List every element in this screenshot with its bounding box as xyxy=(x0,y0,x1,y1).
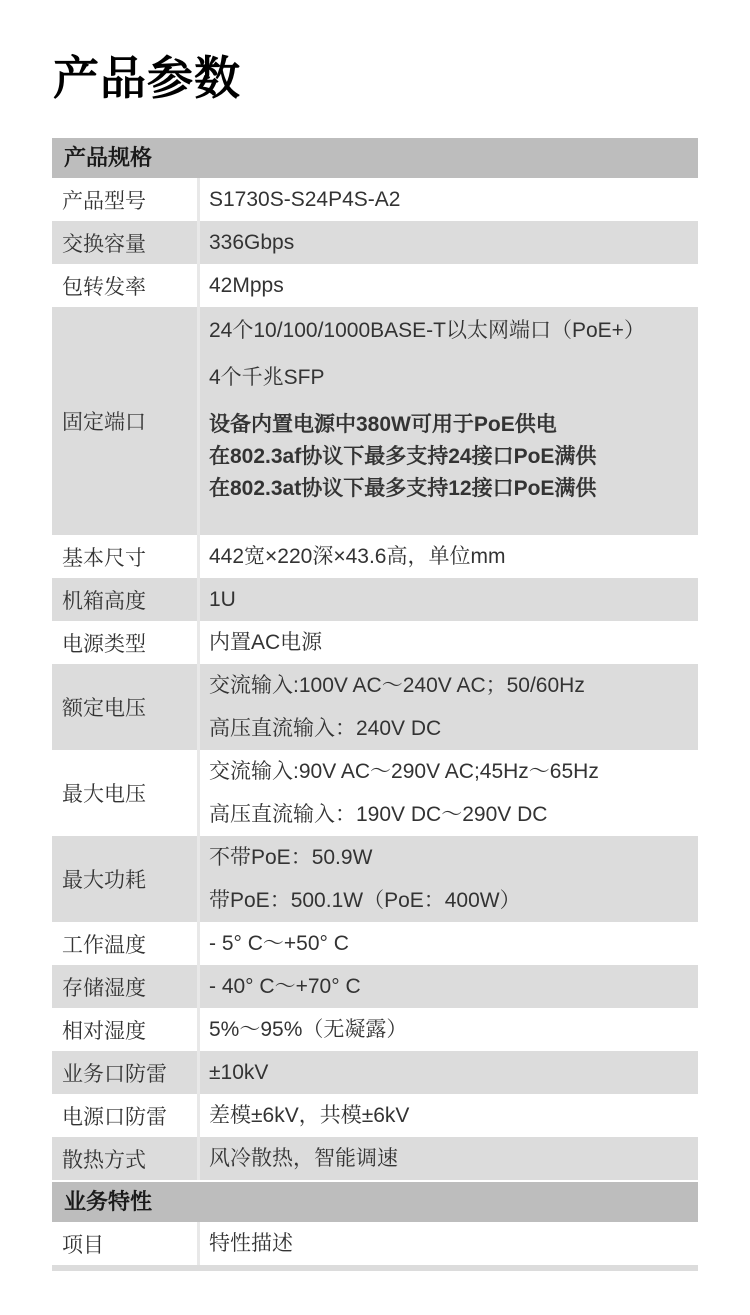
spec-value-bold-block xyxy=(209,409,688,505)
page-container xyxy=(52,48,698,1271)
spec-value-line: 5%～95%（无凝露） xyxy=(209,1018,408,1041)
spec-value-line: - 40° C～+70° C xyxy=(209,975,361,998)
spec-row-value xyxy=(197,750,698,836)
spec-row xyxy=(52,1094,698,1137)
spec-row-value xyxy=(197,1222,698,1265)
spec-value-line: 风冷散热，智能调速 xyxy=(209,1147,398,1170)
spec-row xyxy=(52,221,698,264)
spec-row xyxy=(52,1008,698,1051)
spec-value-line: 4个千兆SFP xyxy=(209,366,325,389)
page-title: 产品参数 xyxy=(53,52,241,104)
spec-value-line: 336Gbps xyxy=(209,231,295,254)
spec-row xyxy=(52,1222,698,1265)
spec-row-value xyxy=(197,836,698,922)
spec-value-line: 特性描述 xyxy=(209,1232,293,1255)
section-header: 产品规格 xyxy=(52,138,698,178)
spec-row-label: 产品型号 xyxy=(62,189,146,213)
spec-row xyxy=(52,307,698,535)
spec-row xyxy=(52,621,698,664)
spec-value-line: 交流输入:90V AC～290V AC;45Hz～65Hz xyxy=(209,760,599,783)
spec-row-label: 最大功耗 xyxy=(62,869,146,892)
spec-row-value xyxy=(197,264,698,307)
spec-value-line: 442宽×220深×43.6高，单位mm xyxy=(209,545,506,568)
spec-value-line: 24个10/100/1000BASE-T以太网端口（PoE+） xyxy=(209,319,645,342)
spec-value-line: - 5° C～+50° C xyxy=(209,932,349,955)
spec-row-label: 项目 xyxy=(62,1233,104,1257)
spec-row-label: 业务口防雷 xyxy=(62,1062,167,1086)
spec-row xyxy=(52,922,698,965)
spec-row-label: 存储湿度 xyxy=(62,976,146,1000)
spec-row-label: 交换容量 xyxy=(62,232,146,256)
spec-value-line: 高压直流输入：240V DC xyxy=(209,717,442,740)
spec-row xyxy=(52,750,698,836)
spec-row xyxy=(52,965,698,1008)
spec-value-line: 差模±6kV，共模±6kV xyxy=(209,1104,410,1127)
spec-row-value xyxy=(197,621,698,664)
spec-row-value xyxy=(197,1008,698,1051)
partial-next-row xyxy=(52,1265,698,1271)
spec-row-value xyxy=(197,664,698,750)
spec-row xyxy=(52,1137,698,1180)
spec-row xyxy=(52,535,698,578)
spec-row-label: 相对湿度 xyxy=(62,1019,146,1043)
spec-value-line: 42Mpps xyxy=(209,274,284,297)
spec-row-value xyxy=(197,578,698,621)
spec-value-line: 带PoE：500.1W（PoE：400W） xyxy=(209,889,521,912)
spec-row-value xyxy=(197,1094,698,1137)
spec-value-line: 不带PoE：50.9W xyxy=(209,846,373,869)
spec-table xyxy=(52,138,698,1271)
spec-row xyxy=(52,178,698,221)
spec-row-label: 额定电压 xyxy=(62,697,146,720)
spec-value-line-bold: 设备内置电源中380W可用于PoE供电 xyxy=(209,413,557,436)
spec-row-value xyxy=(197,1051,698,1094)
spec-value-line: 1U xyxy=(209,588,236,611)
spec-row xyxy=(52,578,698,621)
spec-row-value xyxy=(197,307,698,535)
spec-row-value xyxy=(197,178,698,221)
spec-row-value xyxy=(197,535,698,578)
spec-row-value xyxy=(197,965,698,1008)
spec-value-line: ±10kV xyxy=(209,1061,269,1084)
spec-row xyxy=(52,836,698,922)
spec-row-value xyxy=(197,221,698,264)
section-header: 业务特性 xyxy=(52,1182,698,1222)
spec-row-label: 散热方式 xyxy=(62,1148,146,1172)
spec-row-label: 机箱高度 xyxy=(62,589,146,613)
spec-value-line: 高压直流输入：190V DC～290V DC xyxy=(209,803,548,826)
spec-row xyxy=(52,1051,698,1094)
spec-value-line-bold: 在802.3af协议下最多支持24接口PoE满供 xyxy=(209,445,597,468)
spec-value-line: 交流输入:100V AC～240V AC；50/60Hz xyxy=(209,674,585,697)
spec-row xyxy=(52,264,698,307)
spec-value-line: 内置AC电源 xyxy=(209,631,323,654)
spec-row-label: 包转发率 xyxy=(62,275,146,299)
spec-row-label: 工作温度 xyxy=(62,933,146,957)
spec-row-value xyxy=(197,1137,698,1180)
spec-value-line-bold: 在802.3at协议下最多支持12接口PoE满供 xyxy=(209,477,597,500)
spec-row-label: 电源类型 xyxy=(62,632,146,656)
spec-value-line: S1730S-S24P4S-A2 xyxy=(209,188,401,211)
spec-row-label: 最大电压 xyxy=(62,783,146,806)
spec-row-label: 固定端口 xyxy=(62,411,146,434)
spec-row-value xyxy=(197,922,698,965)
spec-row-label: 电源口防雷 xyxy=(62,1105,167,1129)
spec-row-label: 基本尺寸 xyxy=(62,546,146,570)
spec-row xyxy=(52,664,698,750)
